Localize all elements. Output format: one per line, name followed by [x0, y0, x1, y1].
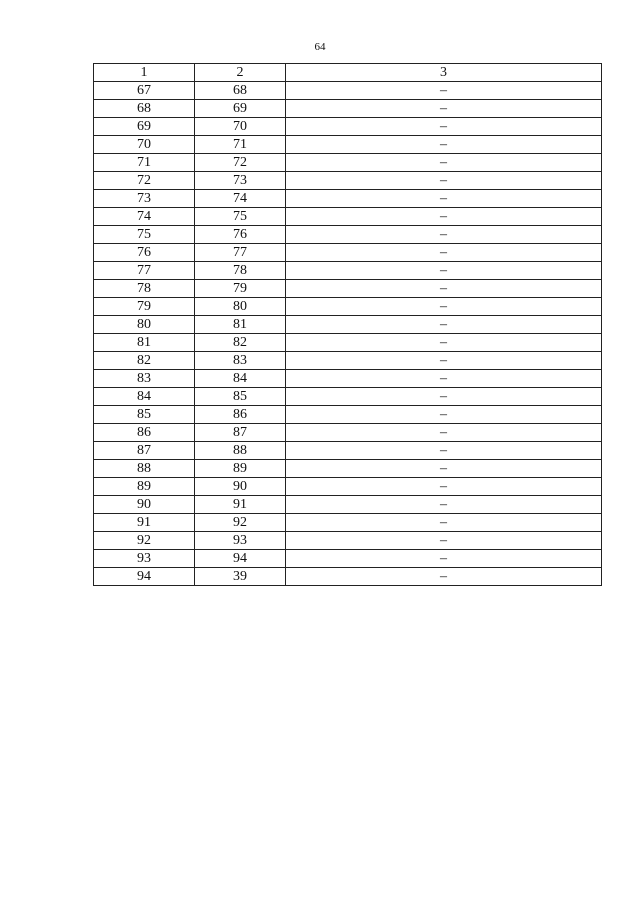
table-cell-col-2: 91	[195, 496, 286, 514]
table-cell-col-2: 77	[195, 244, 286, 262]
table-cell-col-3: –	[286, 172, 602, 190]
table-cell-col-3: –	[286, 190, 602, 208]
column-header-2: 2	[195, 64, 286, 82]
table-body	[94, 82, 602, 586]
table-cell-col-2: 68	[195, 82, 286, 100]
column-header-3: 3	[286, 64, 602, 82]
table-cell-col-2: 89	[195, 460, 286, 478]
table-cell-col-3: –	[286, 208, 602, 226]
table-cell-col-1: 89	[94, 478, 195, 496]
table-cell-col-2: 88	[195, 442, 286, 460]
table-cell-col-1: 79	[94, 298, 195, 316]
table-cell-col-1: 85	[94, 406, 195, 424]
table-cell-col-1: 68	[94, 100, 195, 118]
table-cell-col-2: 87	[195, 424, 286, 442]
table-row	[94, 136, 602, 154]
table-cell-col-3: –	[286, 406, 602, 424]
table-cell-col-3: –	[286, 298, 602, 316]
table-cell-col-3: –	[286, 424, 602, 442]
data-table	[93, 63, 602, 586]
table-row	[94, 370, 602, 388]
table-cell-col-3: –	[286, 388, 602, 406]
table-cell-col-3: –	[286, 442, 602, 460]
table-cell-col-3: –	[286, 136, 602, 154]
table-row	[94, 208, 602, 226]
table-row	[94, 100, 602, 118]
table-cell-col-3: –	[286, 370, 602, 388]
table-cell-col-1: 67	[94, 82, 195, 100]
table-row	[94, 406, 602, 424]
table-cell-col-1: 73	[94, 190, 195, 208]
table-cell-col-1: 75	[94, 226, 195, 244]
table-cell-col-1: 69	[94, 118, 195, 136]
table-cell-col-2: 74	[195, 190, 286, 208]
table-cell-col-2: 75	[195, 208, 286, 226]
header-row	[94, 64, 602, 82]
table-row	[94, 172, 602, 190]
table-row	[94, 352, 602, 370]
table-row	[94, 82, 602, 100]
table-row	[94, 334, 602, 352]
table-row	[94, 568, 602, 586]
table-row	[94, 118, 602, 136]
table-cell-col-3: –	[286, 352, 602, 370]
table-cell-col-1: 74	[94, 208, 195, 226]
table-cell-col-2: 78	[195, 262, 286, 280]
table-cell-col-2: 72	[195, 154, 286, 172]
table-cell-col-1: 76	[94, 244, 195, 262]
table-cell-col-3: –	[286, 100, 602, 118]
table-cell-col-1: 83	[94, 370, 195, 388]
table-cell-col-2: 83	[195, 352, 286, 370]
table-cell-col-1: 90	[94, 496, 195, 514]
table-row	[94, 496, 602, 514]
table-cell-col-2: 93	[195, 532, 286, 550]
table-cell-col-1: 78	[94, 280, 195, 298]
table-cell-col-2: 39	[195, 568, 286, 586]
table-row	[94, 478, 602, 496]
table-cell-col-1: 84	[94, 388, 195, 406]
table-cell-col-1: 82	[94, 352, 195, 370]
table-cell-col-3: –	[286, 478, 602, 496]
table-cell-col-2: 85	[195, 388, 286, 406]
table-cell-col-3: –	[286, 532, 602, 550]
table-cell-col-3: –	[286, 550, 602, 568]
table-cell-col-2: 86	[195, 406, 286, 424]
table-cell-col-1: 93	[94, 550, 195, 568]
page-number: 64	[314, 41, 326, 53]
table-cell-col-1: 86	[94, 424, 195, 442]
table-row	[94, 226, 602, 244]
table-row	[94, 298, 602, 316]
table-cell-col-2: 84	[195, 370, 286, 388]
table-row	[94, 424, 602, 442]
table-cell-col-1: 72	[94, 172, 195, 190]
table-cell-col-2: 79	[195, 280, 286, 298]
table-cell-col-3: –	[286, 82, 602, 100]
table-cell-col-2: 80	[195, 298, 286, 316]
table-cell-col-1: 92	[94, 532, 195, 550]
table-row	[94, 280, 602, 298]
table-cell-col-2: 69	[195, 100, 286, 118]
table-cell-col-2: 82	[195, 334, 286, 352]
table-row	[94, 316, 602, 334]
table-cell-col-1: 91	[94, 514, 195, 532]
table-row	[94, 550, 602, 568]
table-row	[94, 514, 602, 532]
table-cell-col-1: 80	[94, 316, 195, 334]
table-cell-col-3: –	[286, 496, 602, 514]
table-cell-col-3: –	[286, 118, 602, 136]
table-cell-col-3: –	[286, 262, 602, 280]
table-cell-col-1: 94	[94, 568, 195, 586]
table-header	[94, 64, 602, 82]
table-cell-col-1: 70	[94, 136, 195, 154]
table-cell-col-3: –	[286, 244, 602, 262]
table-cell-col-3: –	[286, 568, 602, 586]
table-cell-col-2: 71	[195, 136, 286, 154]
table-row	[94, 460, 602, 478]
table-cell-col-3: –	[286, 334, 602, 352]
table-row	[94, 154, 602, 172]
column-header-1: 1	[94, 64, 195, 82]
table-cell-col-1: 71	[94, 154, 195, 172]
table-cell-col-2: 92	[195, 514, 286, 532]
table-cell-col-2: 76	[195, 226, 286, 244]
table-row	[94, 190, 602, 208]
table-cell-col-1: 81	[94, 334, 195, 352]
table-row	[94, 442, 602, 460]
table-row	[94, 532, 602, 550]
table-cell-col-3: –	[286, 226, 602, 244]
table-cell-col-3: –	[286, 316, 602, 334]
table-cell-col-3: –	[286, 514, 602, 532]
table-cell-col-3: –	[286, 154, 602, 172]
table-cell-col-1: 88	[94, 460, 195, 478]
table-cell-col-2: 70	[195, 118, 286, 136]
table-cell-col-2: 94	[195, 550, 286, 568]
table-cell-col-2: 81	[195, 316, 286, 334]
table-cell-col-2: 90	[195, 478, 286, 496]
table-row	[94, 244, 602, 262]
table-row	[94, 262, 602, 280]
table-cell-col-3: –	[286, 280, 602, 298]
table-row	[94, 388, 602, 406]
table-cell-col-1: 87	[94, 442, 195, 460]
table-cell-col-3: –	[286, 460, 602, 478]
table-cell-col-1: 77	[94, 262, 195, 280]
table-cell-col-2: 73	[195, 172, 286, 190]
